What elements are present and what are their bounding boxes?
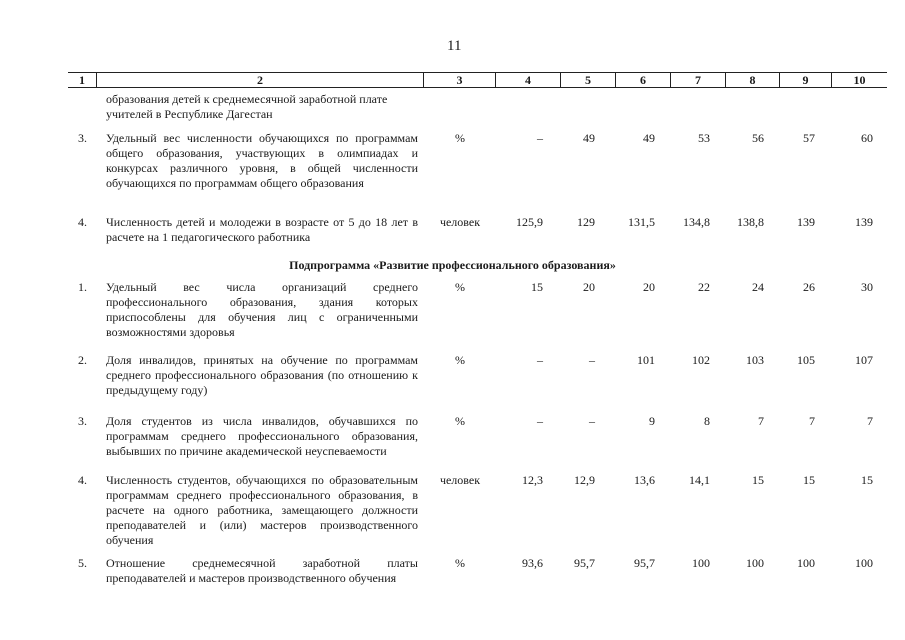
value-col-5: –: [589, 414, 595, 428]
value-col-7: 22: [698, 280, 710, 294]
value-col-7: 102: [692, 353, 710, 367]
header-col-7: 7: [670, 73, 725, 87]
value-col-6: 101: [637, 353, 655, 367]
indicator-name: Отношение среднемесячной заработной платы преподавателей и мастеров производственного обучения: [106, 556, 418, 585]
indicator-name: Доля студентов из числа инвалидов, обучавшихся по программам среднего профессионального образования, выбывших по причине академической неуспеваемости: [106, 414, 418, 458]
header-col-8: 8: [725, 73, 779, 87]
unit: %: [455, 353, 465, 367]
value-col-10: 107: [855, 353, 873, 367]
unit: %: [455, 414, 465, 428]
row-number: 3.: [78, 131, 87, 145]
unit: %: [455, 131, 465, 145]
unit: %: [455, 280, 465, 294]
value-col-8: 138,8: [737, 215, 764, 229]
value-col-7: 134,8: [683, 215, 710, 229]
value-col-9: 26: [803, 280, 815, 294]
header-col-9: 9: [779, 73, 831, 87]
value-col-5: 20: [583, 280, 595, 294]
value-col-8: 7: [758, 414, 764, 428]
value-col-9: 105: [797, 353, 815, 367]
value-col-5: 95,7: [574, 556, 595, 570]
value-col-7: 53: [698, 131, 710, 145]
value-col-7: 8: [704, 414, 710, 428]
value-col-9: 100: [797, 556, 815, 570]
value-col-6: 49: [643, 131, 655, 145]
row-number: 3.: [78, 414, 87, 428]
value-col-9: 139: [797, 215, 815, 229]
header-col-4: 4: [495, 73, 560, 87]
value-col-6: 9: [649, 414, 655, 428]
indicator-name: Удельный вес числа организаций среднего профессионального образования, здания которых приспособлены для обучения лиц с ограниченными возможностями здоровья: [106, 280, 418, 339]
value-col-4: –: [537, 414, 543, 428]
value-col-9: 57: [803, 131, 815, 145]
value-col-9: 7: [809, 414, 815, 428]
row-number: 2.: [78, 353, 87, 367]
value-col-4: 93,6: [522, 556, 543, 570]
row-number: 4.: [78, 473, 87, 487]
value-col-4: 12,3: [522, 473, 543, 487]
value-col-6: 131,5: [628, 215, 655, 229]
header-col-2: 2: [96, 73, 423, 87]
table-header: [68, 72, 887, 88]
unit: человек: [439, 473, 481, 487]
header-col-3: 3: [423, 73, 495, 87]
row-number: 4.: [78, 215, 87, 229]
value-col-5: 129: [577, 215, 595, 229]
value-col-10: 30: [861, 280, 873, 294]
value-col-10: 60: [861, 131, 873, 145]
value-col-4: 15: [531, 280, 543, 294]
value-col-8: 56: [752, 131, 764, 145]
subprogram-title: Подпрограмма «Развитие профессионального образования»: [289, 258, 616, 272]
value-col-6: 20: [643, 280, 655, 294]
value-col-10: 7: [867, 414, 873, 428]
value-col-8: 100: [746, 556, 764, 570]
value-col-10: 100: [855, 556, 873, 570]
page-number: 11: [447, 38, 462, 54]
value-col-4: –: [537, 353, 543, 367]
header-col-6: 6: [615, 73, 670, 87]
value-col-5: –: [589, 353, 595, 367]
value-col-9: 15: [803, 473, 815, 487]
indicator-name: образования детей к среднемесячной заработной плате учителей в Республике Дагестан: [106, 92, 388, 121]
value-col-8: 24: [752, 280, 764, 294]
value-col-8: 103: [746, 353, 764, 367]
indicator-name: Доля инвалидов, принятых на обучение по программам среднего профессионального образования (по отношению к предыдущему году): [106, 353, 418, 397]
value-col-7: 14,1: [689, 473, 710, 487]
indicator-name: Численность студентов, обучающихся по образовательным программам среднего профессионального образования, в расчете на одного работника, замещающего должности преподавателей и (или) мастеров производственного обучения: [106, 473, 418, 547]
value-col-10: 139: [855, 215, 873, 229]
value-col-4: –: [537, 131, 543, 145]
value-col-8: 15: [752, 473, 764, 487]
value-col-5: 12,9: [574, 473, 595, 487]
indicator-name: Удельный вес численности обучающихся по программам общего образования, участвующих в олимпиадах и конкурсах различного уровня, в общей численности обучающихся по программам общего образования: [106, 131, 418, 190]
unit: человек: [439, 215, 481, 229]
value-col-6: 95,7: [634, 556, 655, 570]
value-col-4: 125,9: [516, 215, 543, 229]
row-number: 5.: [78, 556, 87, 570]
value-col-5: 49: [583, 131, 595, 145]
indicator-name: Численность детей и молодежи в возрасте от 5 до 18 лет в расчете на 1 педагогического работника: [106, 215, 418, 244]
header-col-1: 1: [79, 73, 85, 87]
unit: %: [455, 556, 465, 570]
header-col-10: 10: [831, 73, 887, 87]
value-col-6: 13,6: [634, 473, 655, 487]
value-col-7: 100: [692, 556, 710, 570]
header-col-5: 5: [560, 73, 615, 87]
value-col-10: 15: [861, 473, 873, 487]
row-number: 1.: [78, 280, 87, 294]
